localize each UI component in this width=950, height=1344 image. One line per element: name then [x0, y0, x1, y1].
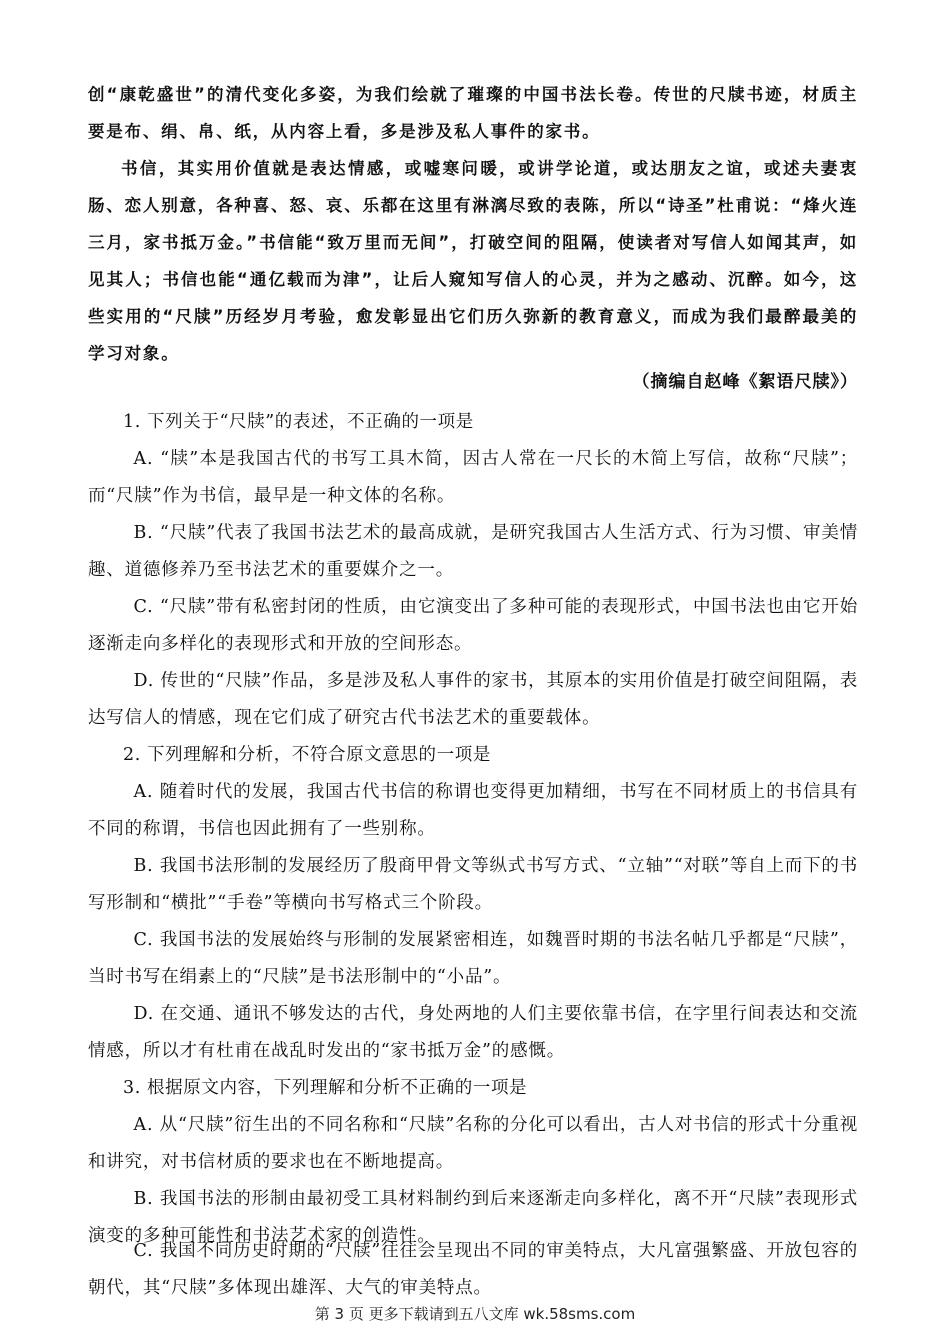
- question-1-option-c: C. “尺牍”带有私密封闭的性质，由它演变出了多种可能的表现形式，中国书法也由它开始逐渐走向多样化的表现形式和开放的空间形态。: [88, 597, 858, 654]
- question-2-option-b: B. 我国书法形制的发展经历了殷商甲骨文等纵式书写方式、“立轴”“对联”等自上而下的书写形制和“横批”“手卷”等横向书写格式三个阶段。: [88, 856, 858, 913]
- passage-paragraph-2: 书信，其实用价值就是表达情感，或嘘寒问暖，或讲学论道，或达朋友之谊，或述夫妻衷肠、恋人别意，各种喜、怒、哀、乐都在这里有淋漓尽致的表陈，所以“诗圣”杜甫说：“烽火连三月，家书抵万金。”书信能“致万里而无间”，打破空间的阻隔，使读者对写信人如闻其声，如见其人；书信也能“通亿载而为津”，让后人窥知写信人的心灵，并为之感动、沉醉。如今，这些实用的“尺牍”历经岁月考验，愈发彰显出它们历久弥新的教育意义，而成为我们最醉最美的学习对象。: [88, 159, 858, 363]
- question-2-option-c: C. 我国书法的发展始终与形制的发展紧密相连，如魏晋时期的书法名帖几乎都是“尺牍”，当时书写在绢素上的“尺牍”是书法形制中的“小品”。: [88, 930, 858, 987]
- question-2-option-a: A. 随着时代的发展，我国古代书信的称谓也变得更加精细，书写在不同材质上的书信具有不同的称谓，书信也因此拥有了一些别称。: [88, 782, 858, 839]
- question-3-option-a: A. 从“尺牍”衍生出的不同名称和“尺牍”名称的分化可以看出，古人对书信的形式十分重视和讲究，对书信材质的要求也在不断地提高。: [88, 1115, 858, 1172]
- question-2-stem: 2. 下列理解和分析，不符合原文意思的一项是: [123, 745, 491, 765]
- passage-source: （摘编自赵峰《絮语尺牍》）: [632, 372, 858, 392]
- question-1-option-d: D. 传世的“尺牍”作品，多是涉及私人事件的家书，其原本的实用价值是打破空间阻隔，表达写信人的情感，现在它们成了研究古代书法艺术的重要载体。: [88, 671, 858, 728]
- question-1-option-a: A. “牍”本是我国古代的书写工具木简，因古人常在一尺长的木简上写信，故称“尺牍”；而“尺牍”作为书信，最早是一种文体的名称。: [88, 449, 858, 506]
- question-3-option-b: B. 我国书法的形制由最初受工具材料制约到后来逐渐走向多样化，离不开“尺牍”表现形式演变的多种可能性和书法艺术家的创造性。: [88, 1189, 858, 1246]
- question-2-option-d: D. 在交通、通讯不够发达的古代，身处两地的人们主要依靠书信，在字里行间表达和交流情感，所以才有杜甫在战乱时发出的“家书抵万金”的感慨。: [88, 1004, 858, 1061]
- question-3-option-c: C. 我国不同历史时期的“尺牍”往往会呈现出不同的审美特点，大凡富强繁盛、开放包容的朝代，其“尺牍”多体现出雄浑、大气的审美特点。: [88, 1241, 858, 1298]
- question-1-option-b: B. “尺牍”代表了我国书法艺术的最高成就，是研究我国古人生活方式、行为习惯、审美情趣、道德修养乃至书法艺术的重要媒介之一。: [88, 523, 858, 580]
- passage-paragraph-1: 创“康乾盛世”的清代变化多姿，为我们绘就了璀璨的中国书法长卷。传世的尺牍书迹，材质主要是布、绢、帛、纸，从内容上看，多是涉及私人事件的家书。: [88, 85, 858, 141]
- question-3-stem: 3. 根据原文内容，下列理解和分析不正确的一项是: [123, 1078, 528, 1098]
- page-footer: 第 3 页 更多下载请到五八文库 wk.58sms.com: [314, 1305, 636, 1323]
- question-1-stem: 1. 下列关于“尺牍”的表述，不正确的一项是: [123, 412, 474, 432]
